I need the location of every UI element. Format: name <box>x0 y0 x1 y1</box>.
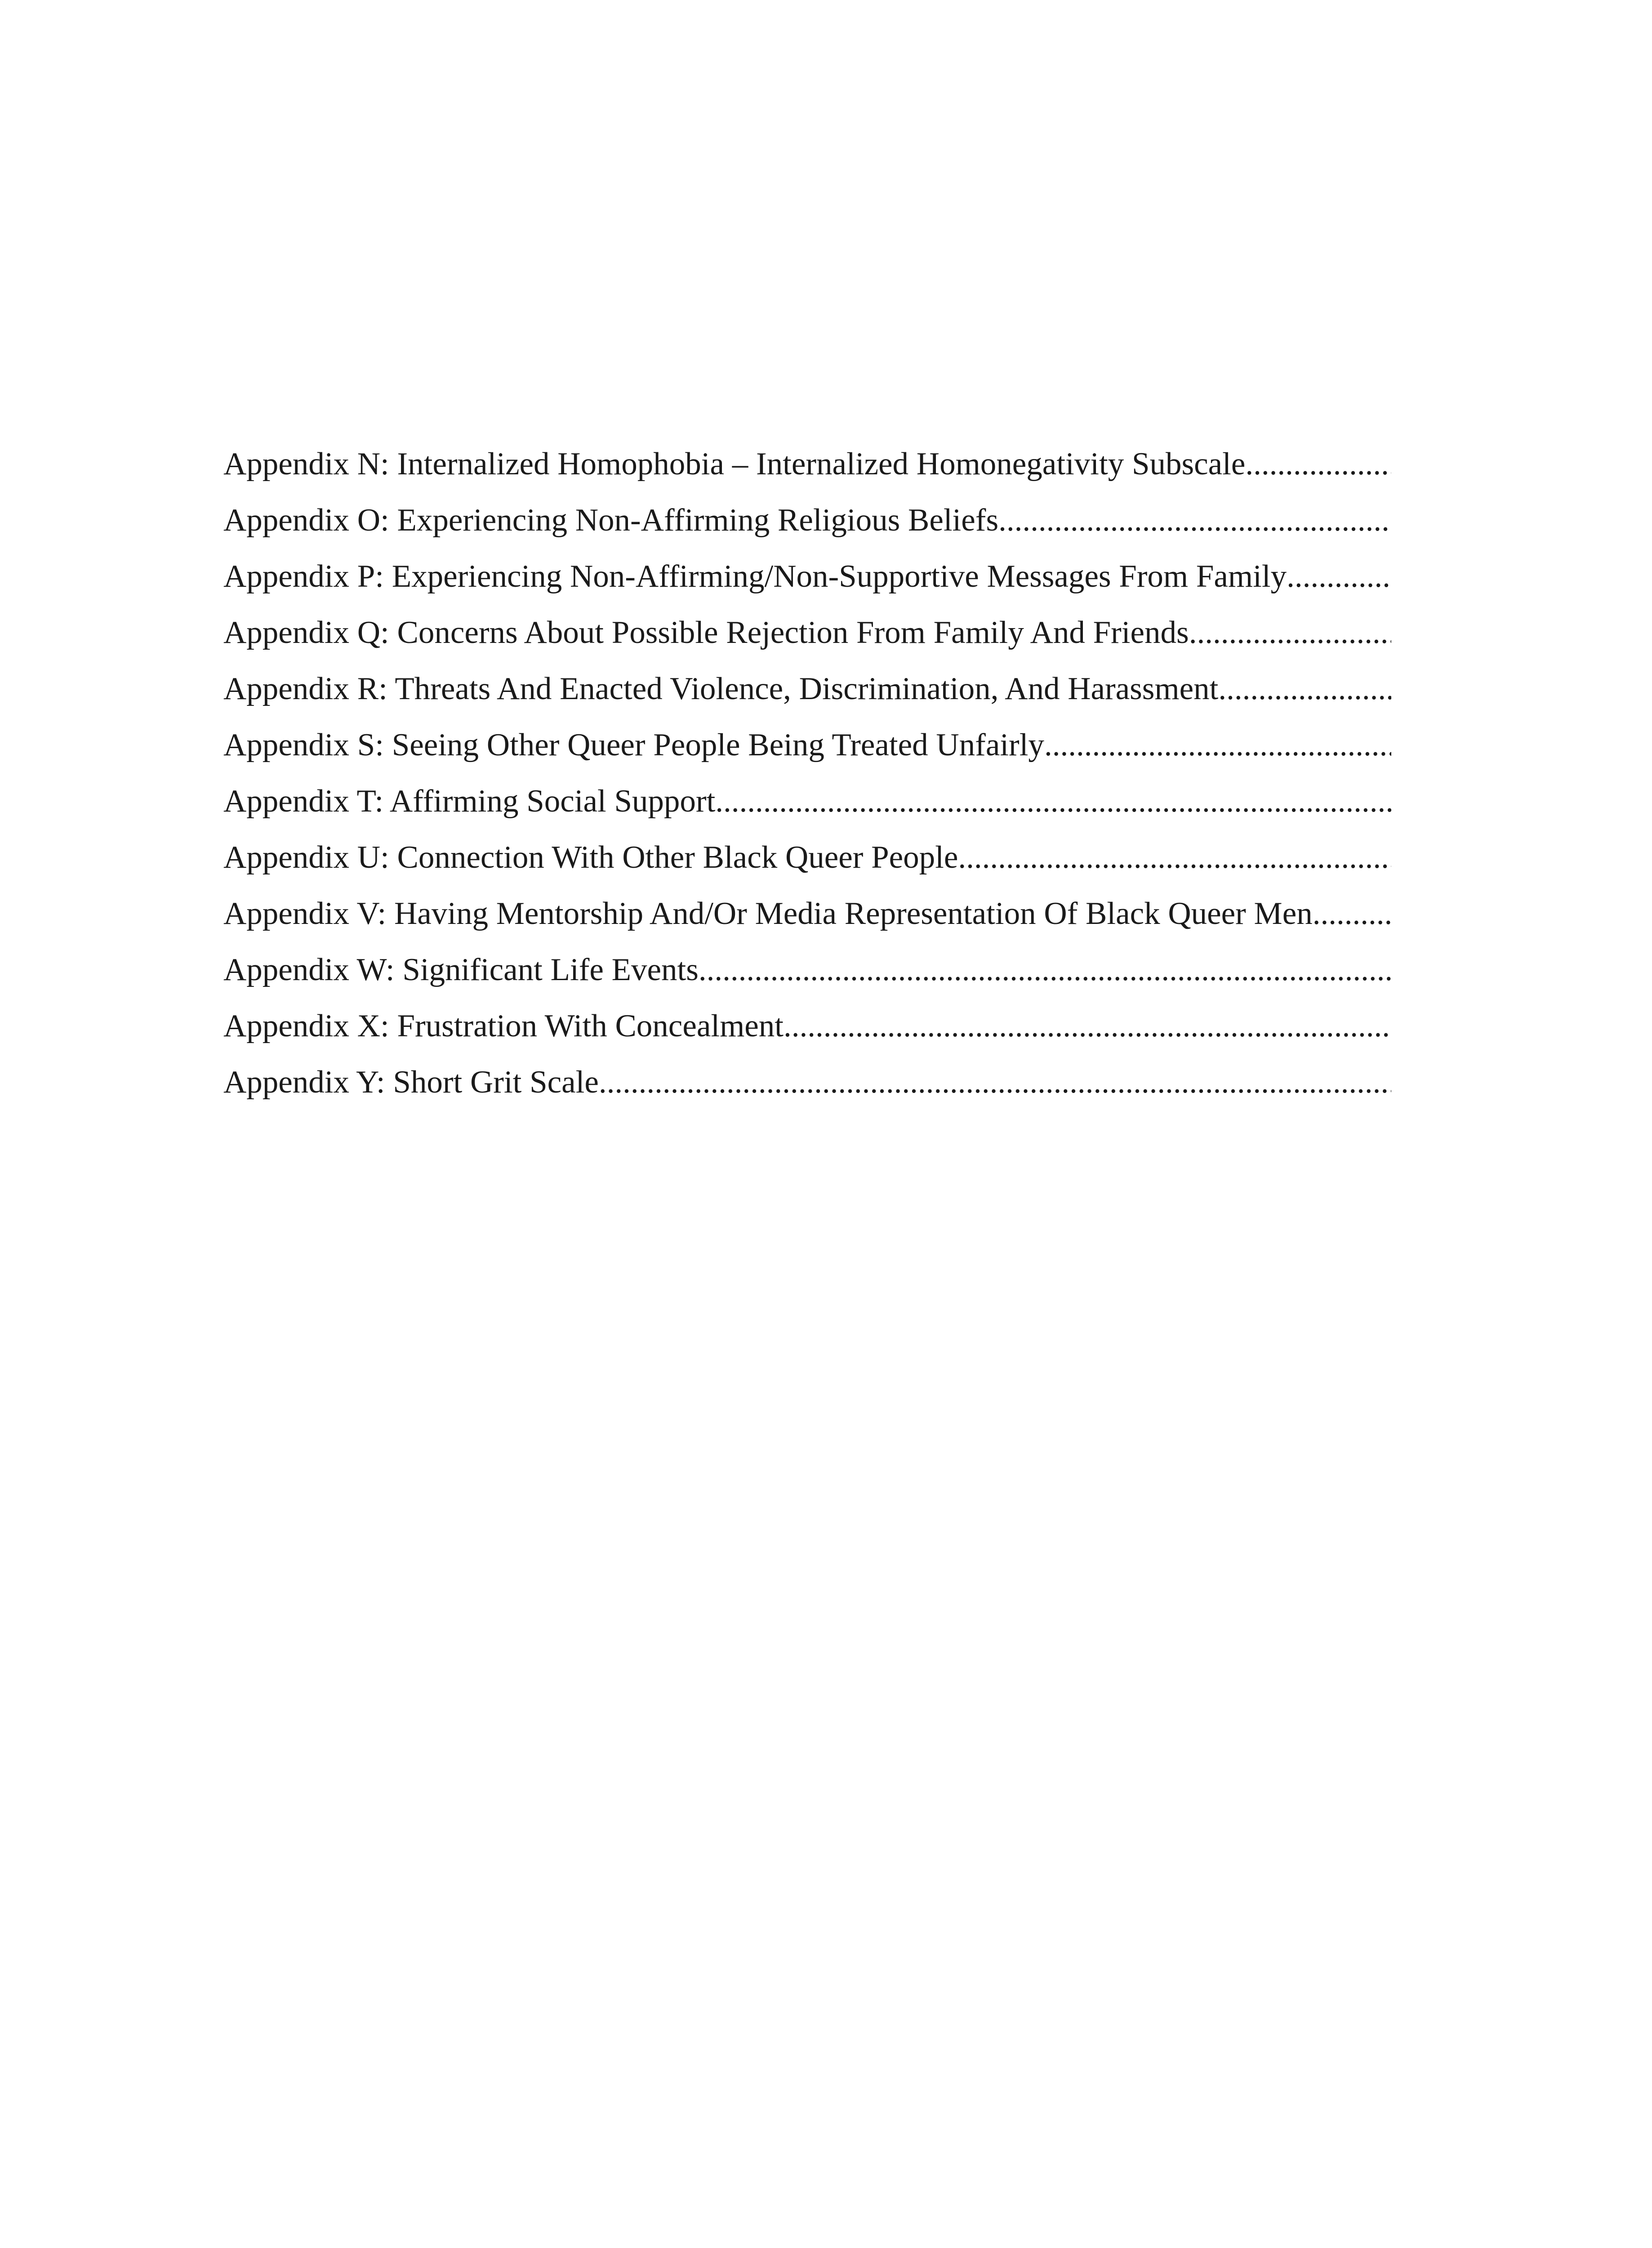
dot-leader <box>784 998 1391 1054</box>
dot-leader <box>958 830 1391 886</box>
dot-leader <box>1313 886 1391 942</box>
dot-leader <box>715 773 1391 830</box>
dot-leader <box>1044 717 1391 773</box>
toc-entry-appendix-q[interactable] <box>223 605 1391 661</box>
toc-entry-appendix-w[interactable] <box>223 942 1391 998</box>
toc-entry-appendix-v[interactable] <box>223 886 1391 942</box>
dot-leader <box>1287 549 1391 605</box>
toc-entry-title: Appendix U: Connection With Other Black Queer People <box>223 840 958 875</box>
toc-entry-appendix-o[interactable] <box>223 492 1391 549</box>
toc-entry-title: Appendix V: Having Mentorship And/Or Media Representation Of Black Queer Men <box>223 896 1313 931</box>
dot-leader <box>599 1054 1391 1111</box>
toc-entry-appendix-p[interactable] <box>223 549 1391 605</box>
toc-entry-title: Appendix R: Threats And Enacted Violence, Discrimination, And Harassment <box>223 671 1219 706</box>
dot-leader <box>1189 605 1391 661</box>
toc-entry-title: Appendix N: Internalized Homophobia – Internalized Homonegativity Subscale <box>223 446 1246 482</box>
dot-leader <box>699 942 1391 998</box>
toc-entry-title: Appendix T: Affirming Social Support <box>223 784 716 819</box>
toc-entry-title: Appendix S: Seeing Other Queer People Being Treated Unfairly <box>223 727 1044 763</box>
table-of-contents <box>223 436 1391 1111</box>
toc-entry-appendix-t[interactable] <box>223 773 1391 830</box>
dot-leader <box>1245 436 1391 492</box>
dot-leader <box>998 492 1391 549</box>
toc-entry-appendix-u[interactable] <box>223 830 1391 886</box>
toc-entry-title: Appendix W: Significant Life Events <box>223 952 699 987</box>
toc-entry-title: Appendix P: Experiencing Non-Affirming/Non-Supportive Messages From Family <box>223 559 1287 594</box>
toc-entry-title: Appendix Y: Short Grit Scale <box>223 1065 599 1100</box>
toc-entry-title: Appendix O: Experiencing Non-Affirming Religious Beliefs <box>223 503 999 538</box>
toc-entry-appendix-n[interactable] <box>223 436 1391 492</box>
toc-entry-appendix-y[interactable] <box>223 1054 1391 1111</box>
toc-entry-appendix-s[interactable] <box>223 717 1391 773</box>
dot-leader <box>1218 661 1391 717</box>
toc-entry-title: Appendix Q: Concerns About Possible Rejection From Family And Friends <box>223 615 1189 650</box>
toc-entry-appendix-x[interactable] <box>223 998 1391 1054</box>
toc-entry-title: Appendix X: Frustration With Concealment <box>223 1008 784 1044</box>
toc-entry-appendix-r[interactable] <box>223 661 1391 717</box>
